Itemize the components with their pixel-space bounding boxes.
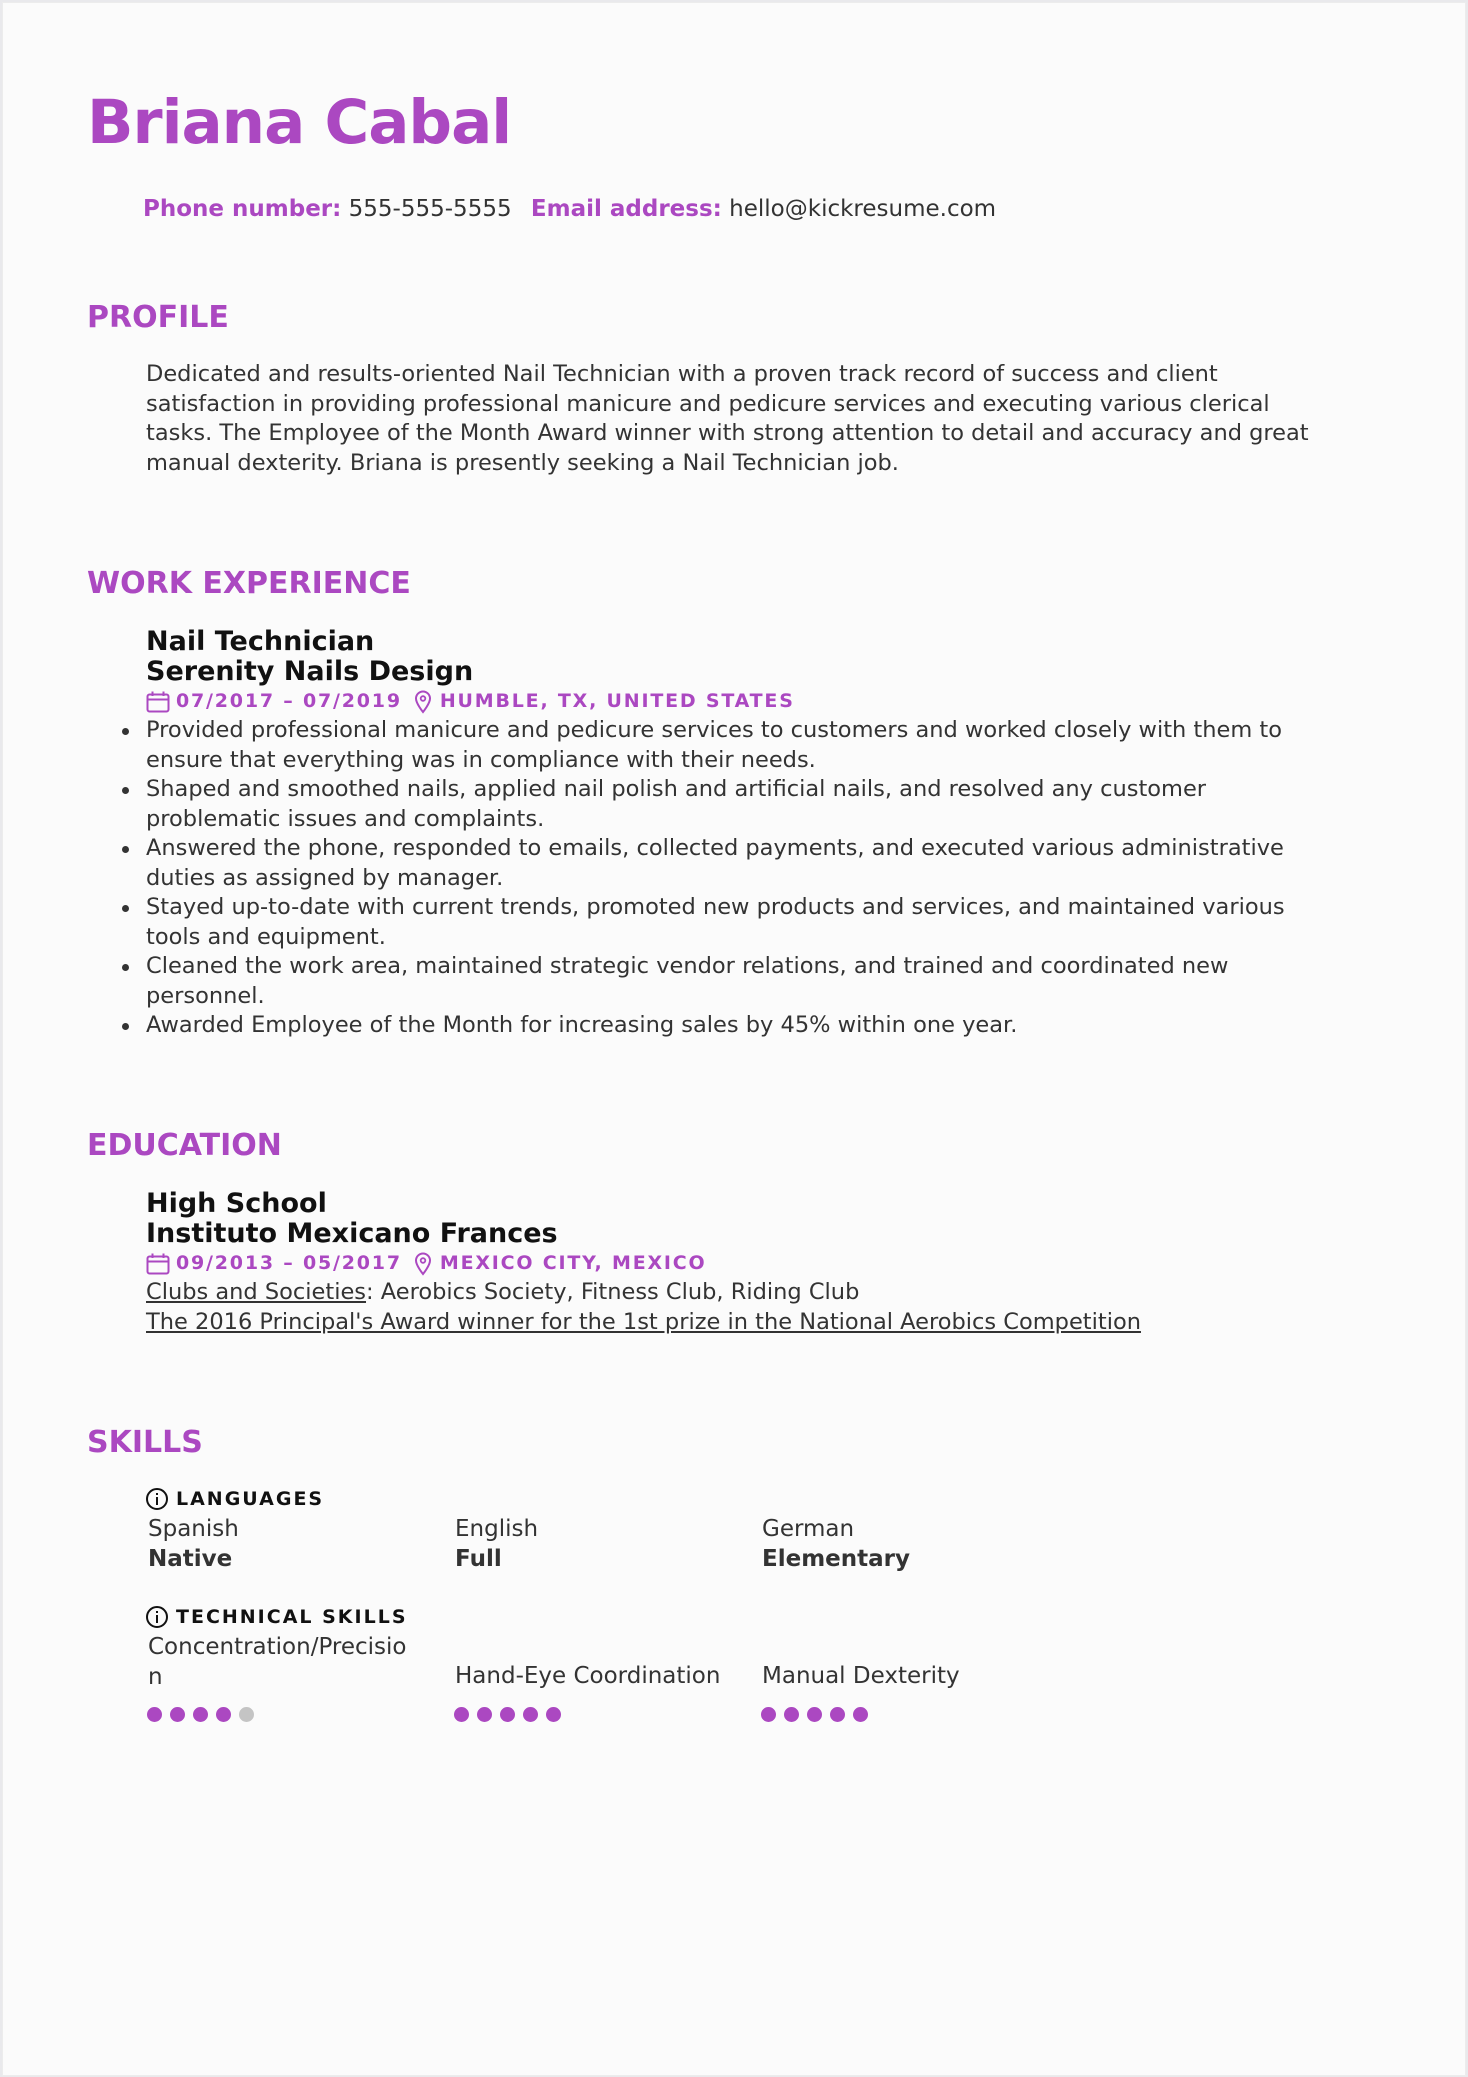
rating-dot-empty [239, 1707, 254, 1722]
rating-dot-filled [523, 1707, 538, 1722]
contact-line [143, 193, 1008, 225]
section-title-education: EDUCATION [87, 1128, 282, 1163]
education-entry [146, 1189, 1386, 1337]
company-name: Serenity Nails Design [146, 656, 474, 687]
bullet-line: Cleaned the work area, maintained strategic vendor relations, and trained and coordinated new [146, 953, 1229, 979]
email-label: Email address: [530, 196, 722, 222]
language-name: Spanish [148, 1516, 239, 1542]
school-name: Instituto Mexicano Frances [146, 1218, 558, 1249]
rating-dot-filled [216, 1707, 231, 1722]
work-dates: 07/2017 – 07/2019 [176, 690, 402, 712]
language-level: Native [148, 1545, 233, 1572]
list-item [146, 775, 1386, 834]
language-item [148, 1515, 428, 1574]
profile-line: tasks. The Employee of the Month Award winner with strong attention to detail and accuracy and great [146, 420, 1309, 447]
rating-dot-filled [784, 1707, 799, 1722]
phone-value: 555-555-5555 [348, 196, 512, 222]
profile-summary [146, 360, 1386, 478]
work-bullets [146, 716, 1386, 1041]
work-entry [146, 627, 1386, 1041]
section-title-work-experience: WORK EXPERIENCE [87, 566, 411, 601]
rating-dot-filled [477, 1707, 492, 1722]
rating-dot-filled [807, 1707, 822, 1722]
bullet-line: Answered the phone, responded to emails, collected payments, and executed various administrative [146, 835, 1284, 861]
rating-dot-filled [761, 1707, 776, 1722]
info-icon [146, 1606, 168, 1628]
technical-skills-group [146, 1602, 408, 1632]
bullet-line: personnel. [146, 982, 265, 1009]
location-pin-icon [414, 1252, 432, 1276]
job-title: Nail Technician [146, 626, 375, 657]
list-item [146, 952, 1386, 1011]
skill-rating [147, 1707, 254, 1722]
section-title-profile: PROFILE [87, 300, 229, 335]
resume-page [2, 2, 1466, 2076]
work-meta [146, 687, 1386, 716]
rating-dot-filled [454, 1707, 469, 1722]
bullet-line: tools and equipment. [146, 923, 386, 950]
list-item [146, 1011, 1386, 1041]
language-name: English [455, 1516, 539, 1542]
candidate-name: Briana Cabal [87, 87, 512, 158]
rating-dot-filled [170, 1707, 185, 1722]
skill-name: n [148, 1663, 163, 1690]
profile-line: Dedicated and results-oriented Nail Technician with a proven track record of success and client [146, 361, 1218, 387]
skill-name: Concentration/Precisio [148, 1634, 407, 1660]
list-item [146, 893, 1386, 952]
clubs-label: Clubs and Societies [146, 1279, 367, 1305]
calendar-icon [146, 1253, 170, 1275]
education-meta [146, 1249, 1386, 1278]
phone-label: Phone number: [143, 196, 342, 222]
language-level: Elementary [762, 1545, 910, 1572]
languages-group [146, 1484, 324, 1514]
profile-line: manual dexterity. Briana is presently seeking a Nail Technician job. [146, 449, 899, 476]
award-line: The 2016 Principal's Award winner for the 1st prize in the National Aerobics Competition [146, 1308, 1141, 1335]
rating-dot-filled [147, 1707, 162, 1722]
rating-dot-filled [500, 1707, 515, 1722]
list-item [146, 716, 1386, 775]
language-name: German [762, 1516, 855, 1542]
email-value: hello@kickresume.com [729, 196, 997, 222]
bullet-line: Awarded Employee of the Month for increasing sales by 45% within one year. [146, 1012, 1018, 1038]
degree: High School [146, 1188, 327, 1219]
info-icon [146, 1488, 168, 1510]
list-item [146, 834, 1386, 893]
bullet-line: Shaped and smoothed nails, applied nail polish and artificial nails, and resolved any customer [146, 776, 1207, 802]
technical-skills-heading [146, 1602, 408, 1632]
language-item [455, 1515, 735, 1574]
section-title-skills: SKILLS [87, 1425, 203, 1460]
technical-skill-item [455, 1662, 735, 1692]
rating-dot-filled [853, 1707, 868, 1722]
skill-name: Hand-Eye Coordination [455, 1663, 721, 1689]
technical-skill-item [148, 1633, 428, 1692]
rating-dot-filled [193, 1707, 208, 1722]
technical-skill-item [762, 1662, 1042, 1692]
languages-heading [146, 1484, 324, 1514]
languages-heading-label: LANGUAGES [176, 1488, 325, 1510]
skill-name: Manual Dexterity [762, 1663, 960, 1689]
calendar-icon [146, 691, 170, 713]
education-dates: 09/2013 – 05/2017 [176, 1252, 402, 1274]
profile-line: satisfaction in providing professional manicure and pedicure services and executing various clerical [146, 390, 1270, 417]
language-level: Full [455, 1545, 502, 1572]
education-location: MEXICO CITY, MEXICO [439, 1252, 707, 1274]
bullet-line: Provided professional manicure and pedicure services to customers and worked closely with them to [146, 717, 1283, 743]
work-location: HUMBLE, TX, UNITED STATES [439, 690, 795, 712]
skill-rating [454, 1707, 561, 1722]
bullet-line: Stayed up-to-date with current trends, promoted new products and services, and maintained various [146, 894, 1285, 920]
clubs-line [146, 1278, 1386, 1308]
rating-dot-filled [830, 1707, 845, 1722]
rating-dot-filled [546, 1707, 561, 1722]
bullet-line: problematic issues and complaints. [146, 805, 545, 832]
location-pin-icon [414, 690, 432, 714]
technical-skills-heading-label: TECHNICAL SKILLS [176, 1606, 408, 1628]
skill-rating [761, 1707, 868, 1722]
bullet-line: ensure that everything was in compliance with their needs. [146, 746, 816, 773]
language-item [762, 1515, 1042, 1574]
clubs-value: : Aerobics Society, Fitness Club, Riding Club [366, 1279, 860, 1305]
bullet-line: duties as assigned by manager. [146, 864, 504, 891]
